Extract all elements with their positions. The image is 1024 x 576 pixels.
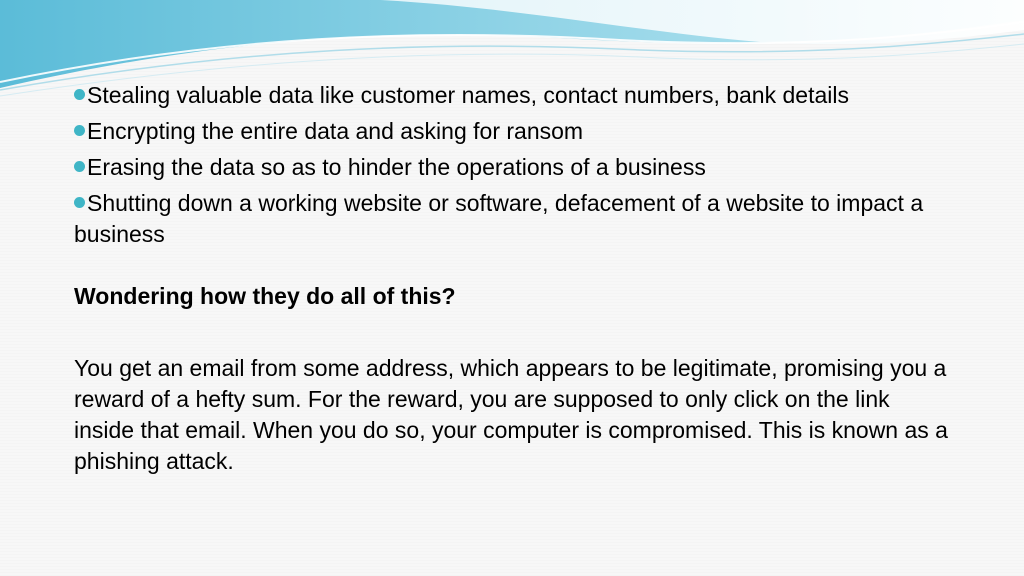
question-heading: Wondering how they do all of this? — [74, 283, 456, 309]
bullet-item — [74, 116, 954, 147]
slide-content — [74, 80, 954, 477]
explanation-paragraph: You get an email from some address, which appears to be legitimate, promising you a reward of a hefty sum. For the reward, you are supposed to only click on the link inside that email. When you do so, your computer is compromised. This is known as a phishing attack. — [74, 355, 948, 474]
bullet-dot-icon — [74, 161, 85, 172]
bullet-dot-icon — [74, 125, 85, 136]
bullet-item — [74, 188, 954, 250]
bullet-text: Encrypting the entire data and asking for ransom — [87, 118, 584, 144]
bullet-text: Stealing valuable data like customer names, contact numbers, bank details — [87, 82, 849, 108]
bullet-item — [74, 152, 954, 183]
bullet-dot-icon — [74, 197, 85, 208]
bullet-text: Shutting down a working website or software, defacement of a website to impact a business — [74, 190, 924, 247]
bullet-list — [74, 80, 954, 250]
bullet-text: Erasing the data so as to hinder the operations of a business — [87, 154, 706, 180]
bullet-item — [74, 80, 954, 111]
bullet-dot-icon — [74, 89, 85, 100]
